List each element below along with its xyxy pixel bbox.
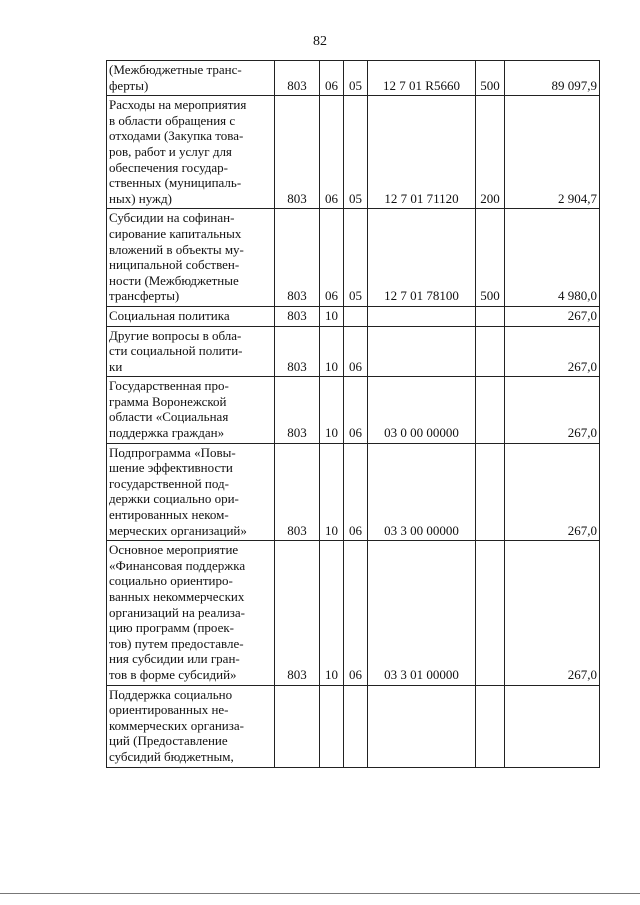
amount-cell: 267,0 xyxy=(505,306,600,326)
table-row xyxy=(107,685,600,767)
amount-cell: 267,0 xyxy=(505,326,600,377)
item-name-cell xyxy=(107,443,275,541)
amount-cell xyxy=(505,685,600,767)
item-name-line: области «Социальная xyxy=(109,409,229,425)
item-name-line: ки xyxy=(109,358,123,374)
table-row xyxy=(107,541,600,685)
item-name-line: сирование капитальных xyxy=(109,225,242,241)
item-name-line: ности (Межбюджетные xyxy=(109,272,239,288)
item-name-line: мерческих организаций» xyxy=(109,522,247,538)
grbs-code-cell xyxy=(275,685,320,767)
amount-cell: 89 097,9 xyxy=(505,61,600,96)
item-name-line: «Финансовая поддержка xyxy=(109,557,246,573)
item-name-line: коммерческих организа- xyxy=(109,717,244,733)
subsection-code-cell xyxy=(344,306,368,326)
page-number: 82 xyxy=(313,34,327,49)
grbs-code-cell: 803 xyxy=(275,377,320,443)
item-name-cell xyxy=(107,685,275,767)
grbs-code-cell: 803 xyxy=(275,61,320,96)
table-row xyxy=(107,96,600,209)
item-name-line: ров, работ и услуг для xyxy=(109,143,232,159)
expense-type-cell xyxy=(476,326,505,377)
item-name-line: ния субсидии или гран- xyxy=(109,651,240,667)
item-name-line: отходами (Закупка това- xyxy=(109,128,244,144)
item-name-cell xyxy=(107,96,275,209)
item-name-line: вложений в объекты му- xyxy=(109,241,244,257)
grbs-code-cell: 803 xyxy=(275,326,320,377)
table-row xyxy=(107,443,600,541)
item-name-line: грамма Воронежской xyxy=(109,393,227,409)
section-code-cell: 10 xyxy=(320,326,344,377)
expense-type-cell: 500 xyxy=(476,209,505,307)
item-name-line: Субсидии на софинан- xyxy=(109,210,235,226)
target-article-cell: 12 7 01 78100 xyxy=(368,209,476,307)
item-name-line: ных) нужд) xyxy=(109,190,172,206)
expense-type-cell: 500 xyxy=(476,61,505,96)
subsection-code-cell: 06 xyxy=(344,377,368,443)
item-name-line: Основное мероприятие xyxy=(109,542,239,558)
grbs-code-cell: 803 xyxy=(275,443,320,541)
amount-cell: 2 904,7 xyxy=(505,96,600,209)
item-name-cell xyxy=(107,209,275,307)
subsection-code-cell xyxy=(344,685,368,767)
item-name-line: обеспечения государ- xyxy=(109,159,228,175)
target-article-cell xyxy=(368,306,476,326)
amount-cell: 267,0 xyxy=(505,443,600,541)
item-name-cell xyxy=(107,541,275,685)
section-code-cell xyxy=(320,685,344,767)
item-name-line: (Межбюджетные транс- xyxy=(109,62,242,77)
subsection-code-cell: 06 xyxy=(344,541,368,685)
grbs-code-cell: 803 xyxy=(275,96,320,209)
budget-table xyxy=(106,60,600,768)
amount-cell: 267,0 xyxy=(505,377,600,443)
target-article-cell xyxy=(368,326,476,377)
item-name-line: сти социальной полити- xyxy=(109,343,243,359)
target-article-cell: 03 3 00 00000 xyxy=(368,443,476,541)
item-name-line: Поддержка социально xyxy=(109,686,233,702)
item-name-cell xyxy=(107,61,275,96)
expense-type-cell xyxy=(476,306,505,326)
item-name-line: Расходы на мероприятия xyxy=(109,97,247,113)
target-article-cell: 12 7 01 71120 xyxy=(368,96,476,209)
section-code-cell: 06 xyxy=(320,209,344,307)
item-name-line: субсидий бюджетным, xyxy=(109,748,234,764)
target-article-cell: 03 0 00 00000 xyxy=(368,377,476,443)
target-article-cell: 12 7 01 R5660 xyxy=(368,61,476,96)
item-name-line: держки социально ори- xyxy=(109,491,239,507)
item-name-line: тов в форме субсидий» xyxy=(109,666,237,682)
target-article-cell xyxy=(368,685,476,767)
subsection-code-cell: 05 xyxy=(344,61,368,96)
item-name-line: Социальная политика xyxy=(109,307,230,323)
item-name-line: поддержка граждан» xyxy=(109,425,225,441)
target-article-cell: 03 3 01 00000 xyxy=(368,541,476,685)
item-name-line: ственных (муниципаль- xyxy=(109,175,242,191)
section-code-cell: 10 xyxy=(320,541,344,685)
item-name-line: шение эффективности xyxy=(109,460,233,476)
expense-type-cell xyxy=(476,443,505,541)
item-name-line: государственной под- xyxy=(109,475,229,491)
budget-table-body xyxy=(107,61,600,768)
footer-rule xyxy=(0,893,640,894)
item-name-line: социально ориентиро- xyxy=(109,573,233,589)
item-name-line: в области обращения с xyxy=(109,112,236,128)
item-name-line: цию программ (проек- xyxy=(109,620,234,636)
expense-type-cell xyxy=(476,541,505,685)
item-name-cell xyxy=(107,306,275,326)
item-name-line: Другие вопросы в обла- xyxy=(109,327,242,343)
item-name-line: ентированных неком- xyxy=(109,507,229,523)
section-code-cell: 10 xyxy=(320,377,344,443)
item-name-line: ферты) xyxy=(109,77,149,93)
section-code-cell: 06 xyxy=(320,61,344,96)
item-name-line: ванных некоммерческих xyxy=(109,589,245,604)
grbs-code-cell: 803 xyxy=(275,541,320,685)
item-name-line: ниципальной собствен- xyxy=(109,257,240,273)
item-name-line: организаций на реализа- xyxy=(109,604,246,620)
item-name-line: ций (Предоставление xyxy=(109,733,228,749)
section-code-cell: 10 xyxy=(320,443,344,541)
amount-cell: 4 980,0 xyxy=(505,209,600,307)
item-name-cell xyxy=(107,326,275,377)
item-name-line: ориентированных не- xyxy=(109,702,229,718)
grbs-code-cell: 803 xyxy=(275,306,320,326)
expense-type-cell: 200 xyxy=(476,96,505,209)
subsection-code-cell: 06 xyxy=(344,326,368,377)
item-name-line: Государственная про- xyxy=(109,378,229,394)
expense-type-cell xyxy=(476,377,505,443)
subsection-code-cell: 05 xyxy=(344,209,368,307)
table-row xyxy=(107,306,600,326)
section-code-cell: 10 xyxy=(320,306,344,326)
item-name-line: трансферты) xyxy=(109,288,180,304)
table-row xyxy=(107,326,600,377)
table-row xyxy=(107,61,600,96)
subsection-code-cell: 06 xyxy=(344,443,368,541)
item-name-line: Подпрограмма «Повы- xyxy=(109,444,236,460)
table-row xyxy=(107,377,600,443)
table-row xyxy=(107,209,600,307)
amount-cell: 267,0 xyxy=(505,541,600,685)
expense-type-cell xyxy=(476,685,505,767)
subsection-code-cell: 05 xyxy=(344,96,368,209)
item-name-line: тов) путем предоставле- xyxy=(109,635,244,651)
section-code-cell: 06 xyxy=(320,96,344,209)
item-name-cell xyxy=(107,377,275,443)
grbs-code-cell: 803 xyxy=(275,209,320,307)
